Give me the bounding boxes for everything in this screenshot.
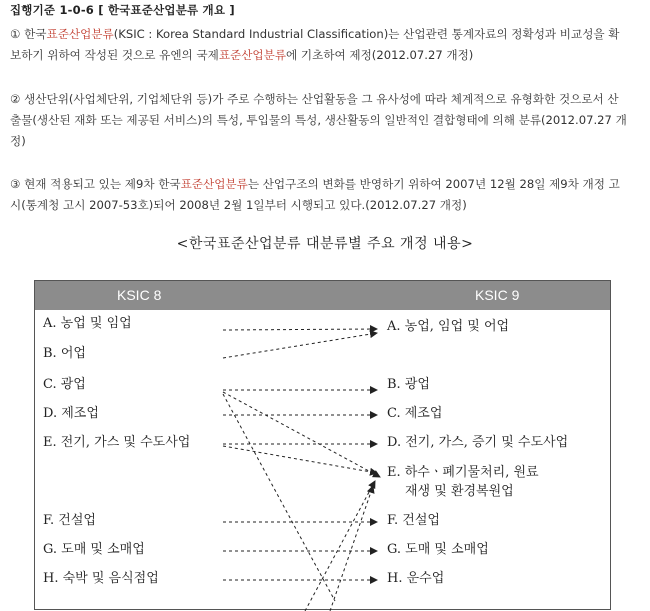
paragraph-2 — [10, 89, 628, 152]
ksic9-item-g: G. 도매 및 소매업 — [387, 542, 489, 557]
paragraph-3 — [10, 174, 628, 216]
ksic9-item-h: H. 운수업 — [387, 571, 445, 586]
marker-1: ① — [10, 27, 21, 41]
p1-highlight-b: 표준산업분류 — [218, 48, 287, 62]
p3-text-b: 는 산업구조의 변화를 반영하기 위하여 2007년 12월 28일 제9차 개정 고시(통계청 고시 2007-53호)되어 2008년 2월 1일부터 시행되고 있다.(2012.07.27 개정) — [10, 177, 620, 212]
ksic8-item-g: G. 도매 및 소매업 — [43, 542, 145, 557]
p1-text-a: 한국 — [20, 27, 47, 41]
ksic-comparison-table — [34, 280, 611, 610]
header-ksic9: KSIC 9 — [475, 287, 520, 303]
arrow-c-to-lower — [223, 394, 335, 601]
arrow-a-to-a — [223, 329, 377, 330]
arrow-b-to-a — [223, 333, 377, 358]
header-ksic8: KSIC 8 — [117, 287, 162, 303]
ksic9-item-d: D. 전기, 가스, 증기 및 수도사업 — [387, 435, 569, 450]
ksic8-item-a: A. 농업 및 임업 — [43, 316, 132, 331]
p3-highlight: 표준산업분류 — [180, 177, 248, 191]
marker-2: ② — [10, 92, 21, 106]
ksic8-item-e: E. 전기, 가스 및 수도사업 — [43, 435, 191, 450]
ksic9-item-b: B. 광업 — [387, 377, 430, 392]
p3-text-a: 현재 적용되고 있는 제9차 한국 — [20, 177, 181, 191]
table-caption: <한국표준산업분류 대분류별 주요 개정 내용> — [176, 236, 474, 252]
page-heading: 집행기준 1-0-6 [ 한국표준산업분류 개요 ] — [10, 3, 235, 17]
ksic9-item-e-line1: E. 하수ㆍ폐기물처리, 원료 — [387, 465, 539, 480]
arrow-lower-to-e-1 — [305, 481, 375, 611]
arrow-c-to-e — [223, 392, 380, 477]
paragraph-1 — [10, 24, 628, 66]
ksic9-item-f: F. 건설업 — [387, 513, 440, 528]
marker-3: ③ — [10, 177, 21, 191]
ksic8-item-b: B. 어업 — [43, 346, 86, 361]
ksic8-item-f: F. 건설업 — [43, 513, 96, 528]
ksic8-item-c: C. 광업 — [43, 377, 86, 392]
ksic9-item-e-line2: 재생 및 환경복원업 — [405, 484, 514, 499]
p2-text: 생산단위(사업체단위, 기업체단위 등)가 주로 수행하는 산업활동을 그 유사성에 따라 체계적으로 유형화한 것으로서 산출물(생산된 재화 또는 제공된 서비스)의 특성, 투입물의 특성, 생산활동의 일반적인 결합형태에 의해 분류(2012.07.27 개정) — [10, 92, 627, 148]
ksic8-item-h: H. 숙박 및 음식점업 — [43, 571, 159, 586]
arrow-lower-to-e-2 — [330, 486, 373, 611]
arrow-e-to-e — [223, 446, 377, 473]
p1-text-c: 에 기초하여 제정(2012.07.27 개정) — [286, 48, 474, 62]
p1-highlight-a: 표준산업분류 — [46, 27, 114, 41]
ksic9-item-c: C. 제조업 — [387, 406, 443, 421]
ksic9-item-a: A. 농업, 임업 및 어업 — [387, 319, 510, 334]
p1-text-b: (KSIC : Korea Standard Industrial Classification)는 산업관련 통계자료의 정확성과 비교성을 확보하기 위하여 작성된 것으로 유엔의 국제 — [10, 27, 620, 62]
ksic8-item-d: D. 제조업 — [43, 406, 99, 421]
